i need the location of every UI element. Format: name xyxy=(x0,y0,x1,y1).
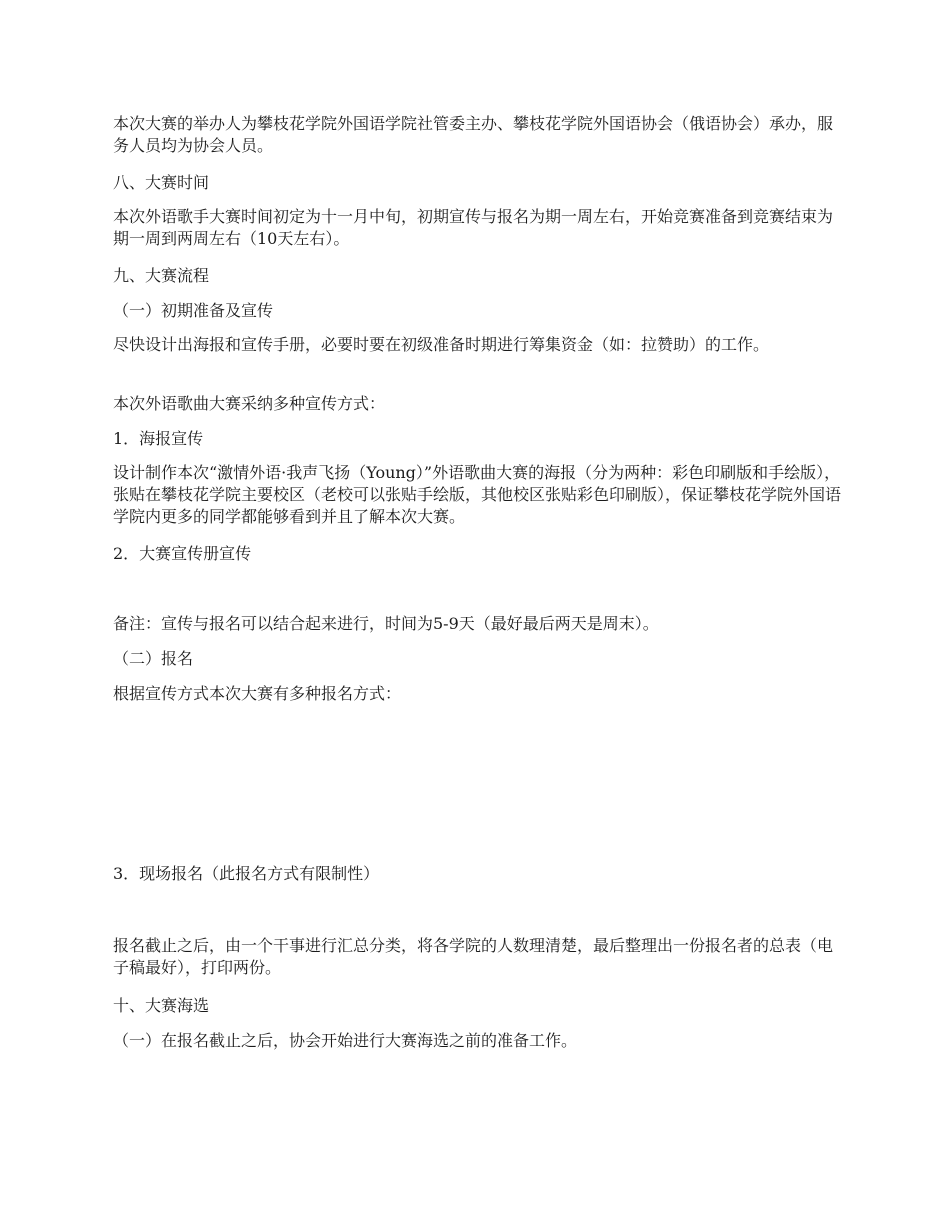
paragraph-poster-design: 尽快设计出海报和宣传手册，必要时要在初级准备时期进行筹集资金（如：拉赞助）的工作。 xyxy=(113,335,770,354)
heading-brochure-publicity: 2．大赛宣传册宣传 xyxy=(113,544,252,563)
paragraph-note: 备注：宣传与报名可以结合起来进行，时间为5-9天（最好最后两天是周末）。 xyxy=(113,614,659,633)
heading-registration: （二）报名 xyxy=(113,649,194,668)
paragraph-registration-methods: 根据宣传方式本次大赛有多种报名方式： xyxy=(113,684,402,703)
heading-poster-publicity: 1．海报宣传 xyxy=(113,429,204,448)
heading-preparation-publicity: （一）初期准备及宣传 xyxy=(113,301,274,320)
heading-contest-process: 九、大赛流程 xyxy=(113,266,210,285)
paragraph-publicity-methods: 本次外语歌曲大赛采纳多种宣传方式： xyxy=(113,394,386,413)
paragraph-after-registration: 报名截止之后，由一个干事进行汇总分类，将各学院的人数理清楚，最后整理出一份报名者的总表（电子稿最好），打印两份。 xyxy=(113,936,834,977)
paragraph-contest-time: 本次外语歌手大赛时间初定为十一月中旬，初期宣传与报名为期一周左右，开始竞赛准备到竞赛结束为期一周到两周左右（10天左右）。 xyxy=(113,207,834,248)
heading-onsite-registration: 3．现场报名（此报名方式有限制性） xyxy=(113,864,380,883)
heading-contest-time: 八、大赛时间 xyxy=(113,173,210,192)
heading-auditions: 十、大赛海选 xyxy=(113,996,210,1015)
paragraph-audition-prep: （一）在报名截止之后，协会开始进行大赛海选之前的准备工作。 xyxy=(113,1031,578,1050)
paragraph-poster-detail: 设计制作本次“激情外语·我声飞扬（Young）”外语歌曲大赛的海报（分为两种：彩色印刷版和手绘版），张贴在攀枝花学院主要校区（老校可以张贴手绘版，其他校区张贴彩色印刷版），保证攀枝花学院外国语学院内更多的同学都能够看到并且了解本次大赛。 xyxy=(113,463,842,526)
paragraph-organizer: 本次大赛的举办人为攀枝花学院外国语学院社管委主办、攀枝花学院外国语协会（俄语协会）承办，服务人员均为协会人员。 xyxy=(113,114,834,155)
